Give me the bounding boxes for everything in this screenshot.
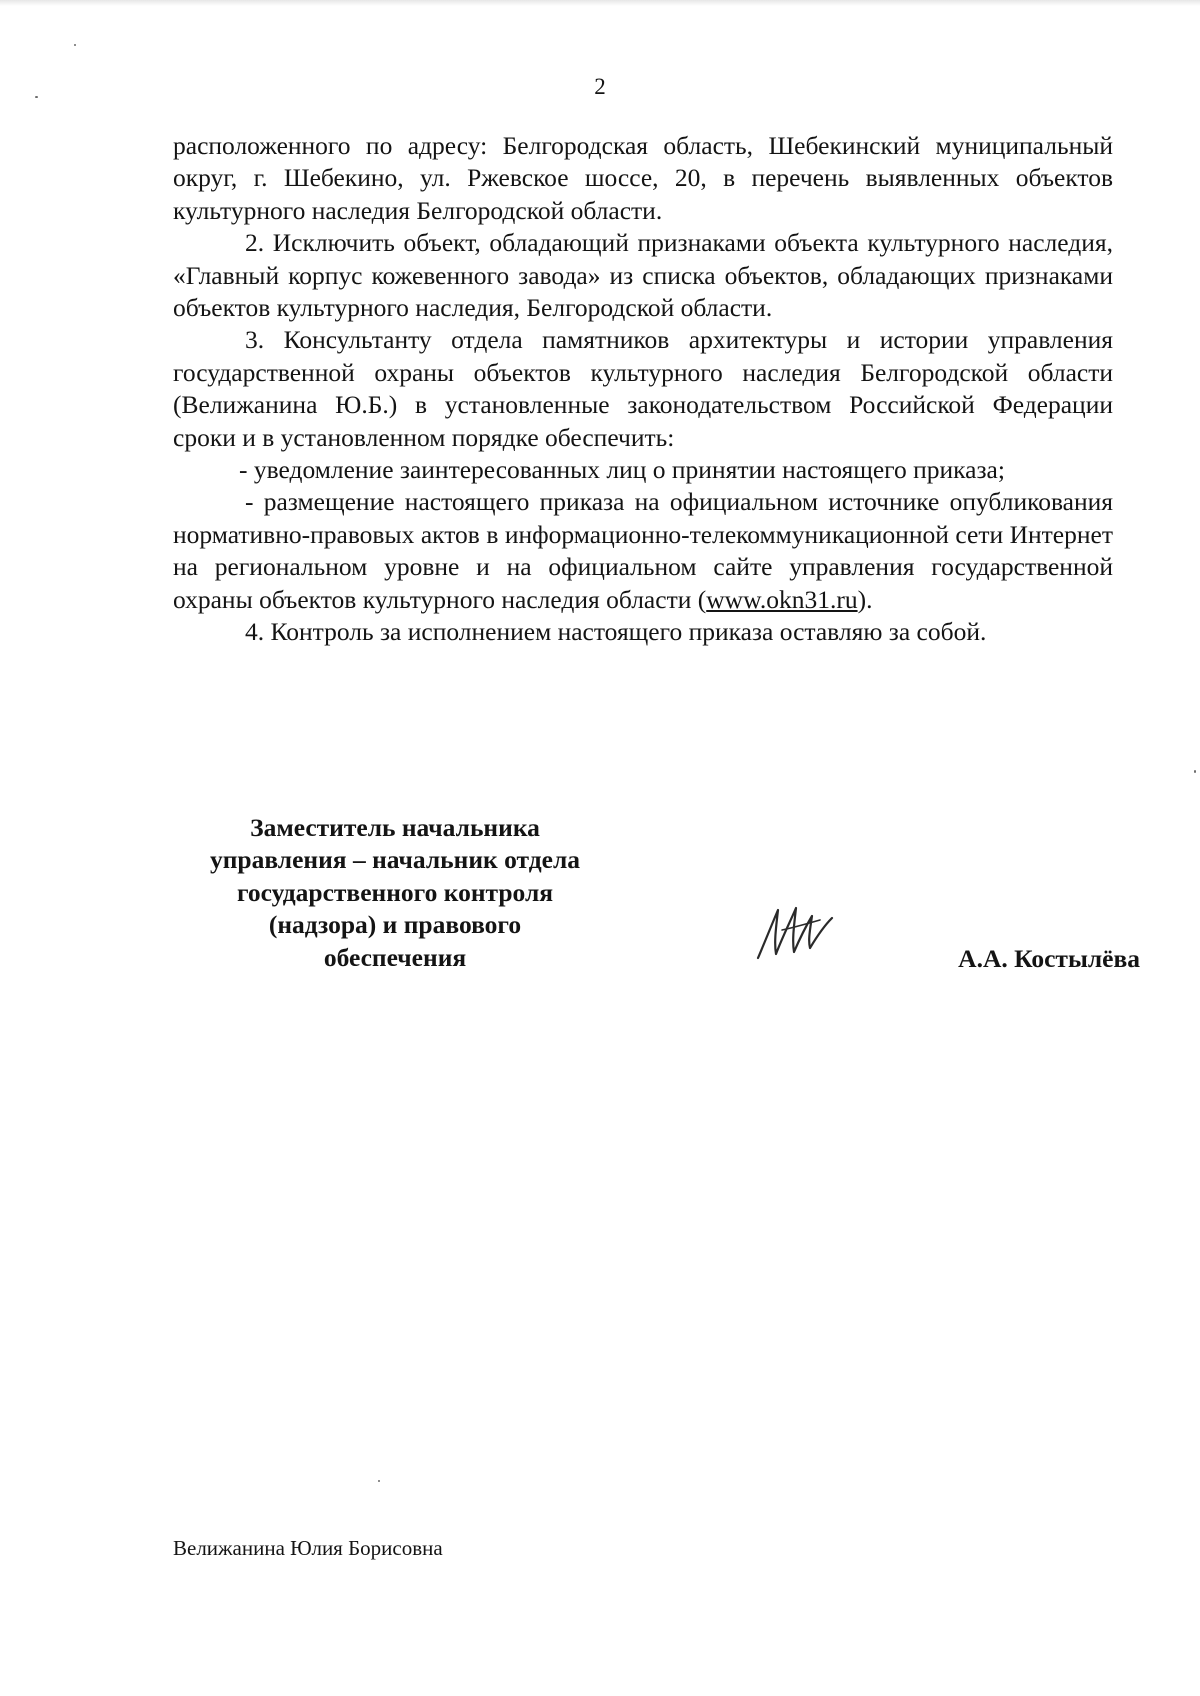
scan-edge-shadow (0, 0, 1200, 6)
paragraph-item-4: 4. Контроль за исполнением настоящего приказа оставляю за собой. (245, 617, 987, 647)
executor-name: Велижанина Юлия Борисовна (173, 1536, 443, 1560)
handwritten-signature (754, 900, 836, 964)
scan-speck (378, 1480, 380, 1482)
paragraph-item-3-publication (173, 486, 1113, 616)
paragraph-item-2: 2. Исключить объект, обладающий признаками объекта культурного наследия, «Главный корпус кожевенного завода» из списка объектов, обладающих признаками объектов культурного наследия, Белгородской области. (173, 228, 1113, 323)
order-body (173, 130, 1113, 649)
position-line: обеспечения (323, 942, 467, 972)
publication-text-end: ). (857, 584, 873, 614)
page-number: 2 (594, 74, 606, 99)
paragraph-continuation: расположенного по адресу: Белгородская область, Шебекинский муниципальный округ, г. Шебекино, ул. Ржевское шоссе, 20, в перечень выявленных объектов культурного наследия Белгородской области. (173, 131, 1113, 225)
scan-speck (74, 44, 76, 46)
paragraph-item-3-notification: - уведомление заинтересованных лиц о принятии настоящего приказа; (239, 455, 1005, 485)
website-link[interactable]: www.okn31.ru (706, 584, 858, 614)
position-line: государственного контроля (236, 877, 554, 907)
publication-text: - размещение настоящего приказа на официальном источнике опубликования нормативно-правовых актов в информационно-телекоммуникационной сети Интернет на региональном уровне и на официальном сайте управления государственной охраны объектов культурного наследия области ( (173, 487, 1113, 614)
scan-speck (1194, 770, 1196, 773)
signatory-position (180, 812, 610, 974)
position-line: Заместитель начальника (250, 813, 540, 842)
signer-name: А.А. Костылёва (958, 944, 1140, 973)
paragraph-item-3: 3. Консультанту отдела памятников архитектуры и истории управления государственной охраны объектов культурного наследия Белгородской области (Велижанина Ю.Б.) в установленные законодательством Российской Федерации сроки и в установленном порядке обеспечить: (173, 325, 1113, 452)
position-line: управления – начальник отдела (209, 845, 580, 875)
position-line: (надзора) и правового (268, 910, 522, 940)
